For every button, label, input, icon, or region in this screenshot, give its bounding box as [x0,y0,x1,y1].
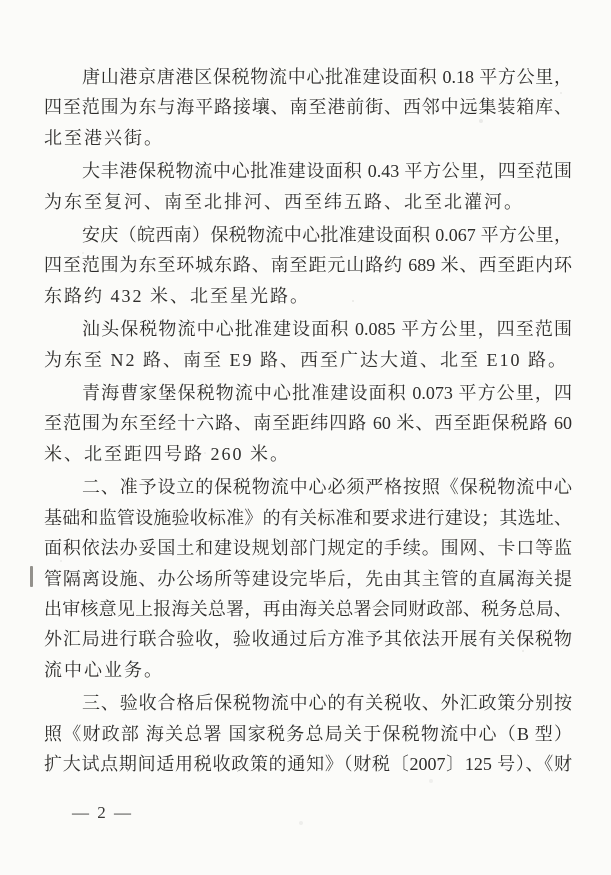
paragraph [44,220,572,311]
text-line: 四至范围为东至环城东路、南至距元山路约 689 米、西至距内环 [44,255,572,276]
text-line: 安庆（皖西南）保税物流中心批准建设面积 0.067 平方公里， [82,225,572,246]
text-line: 二、准予设立的保税物流中心必须严格按照《保税物流中心 [82,477,572,498]
paragraph [44,688,572,779]
text-line: 三、验收合格后保税物流中心的有关税收、外汇政策分别按 [82,693,572,714]
text-line: 汕头保税物流中心批准建设面积 0.085 平方公里，四至范围 [82,319,572,340]
text-line: 为东至复河、南至北排河、西至纬五路、北至北灌河。 [44,191,524,212]
text-line: 米、北至距四号路 260 米。 [44,443,290,464]
text-line: 四至范围为东与海平路接壤、南至港前街、西邻中远集装箱库、 [44,97,572,118]
document-body [44,62,572,782]
text-line: 北至港兴街。 [44,127,164,148]
text-line: 为东至 N2 路、南至 E9 路、西至广达大道、北至 E10 路。 [44,349,568,370]
text-line: 流中心业务。 [44,659,164,680]
paragraph [44,378,572,469]
scan-artifact-mark [30,566,33,587]
scan-noise-speckles [0,0,2,2]
text-line: 青海曹家堡保税物流中心批准建设面积 0.073 平方公里，四 [82,383,572,404]
text-line: 至范围为东至经十六路、南至距纬四路 60 米、西至距保税路 60 [44,413,572,434]
text-line: 扩大试点期间适用税收政策的通知》（财税〔2007〕125 号）、《财 [44,753,572,774]
text-line: 大丰港保税物流中心批准建设面积 0.43 平方公里，四至范围 [82,161,572,182]
paragraph [44,156,572,217]
page-number: — 2 — [72,803,133,822]
paragraph [44,314,572,375]
text-line: 出审核意见上报海关总署，再由海关总署会同财政部、税务总局、 [44,598,572,619]
text-line: 照《财政部 海关总署 国家税务总局关于保税物流中心（B 型） [44,723,572,744]
paragraph [44,62,572,153]
text-line: 唐山港京唐港区保税物流中心批准建设面积 0.18 平方公里， [82,67,572,87]
text-line: 面积依法办妥国土和建设规划部门规定的手续。围网、卡口等监 [44,538,572,559]
paragraph [44,472,572,685]
text-line: 基础和监管设施验收标准》的有关标准和要求进行建设；其选址、 [44,507,572,528]
text-line: 管隔离设施、办公场所等建设完毕后，先由其主管的直属海关提 [44,568,572,589]
text-line: 外汇局进行联合验收，验收通过后方准予其依法开展有关保税物 [44,629,572,650]
text-line: 东路约 432 米、北至星光路。 [44,285,310,306]
